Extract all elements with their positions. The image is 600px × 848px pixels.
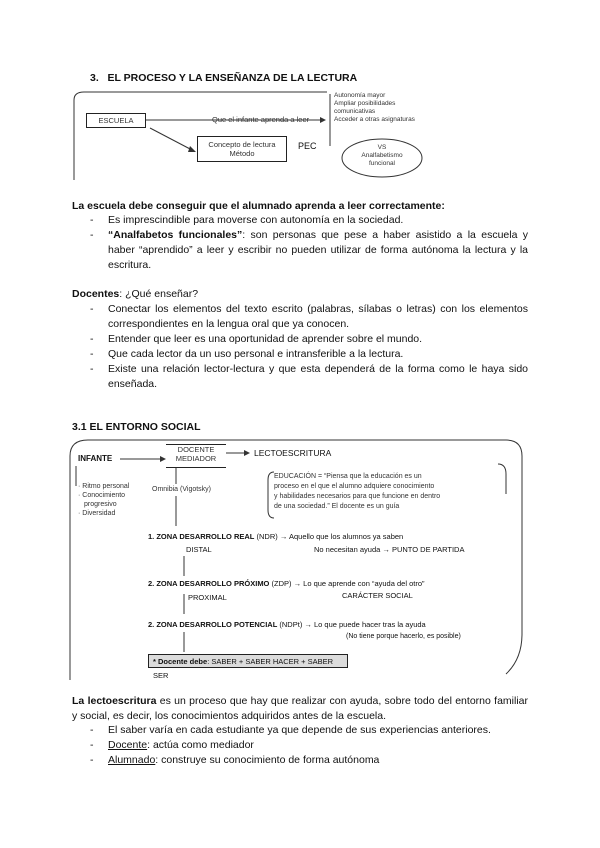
infante-label: INFANTE [78, 454, 113, 463]
section-title: EL PROCESO Y LA ENSEÑANZA DE LA LECTURA [107, 72, 358, 84]
docentes-item: - Existe una relación lector-lectura y que esta dependerá de la forma como le haya sido enseñada. [72, 362, 528, 392]
trait-item: progresivo [84, 501, 117, 508]
concepto-line: Concepto de lectura [208, 140, 276, 149]
escuela-box: ESCUELA [86, 113, 146, 128]
zona-proximo-desc: (ZDP) → Lo que aprende con “ayuda del otro” [269, 579, 425, 588]
alumnado-role: : construye su conocimiento de forma autónoma [155, 754, 380, 766]
zona-real-title: 1. ZONA DESARROLLO REAL [148, 532, 255, 541]
docentes-question: : ¿Qué enseñar? [119, 288, 199, 300]
docentes-heading [72, 287, 198, 302]
trait-item: · Diversidad [78, 510, 116, 517]
docentes-list [72, 302, 528, 392]
mediador-line: MEDIADOR [175, 454, 217, 463]
docente-debe-box [148, 654, 348, 680]
trait-item: · Conocimiento [78, 492, 126, 499]
lectoescritura-desc: es un proceso que hay que realizar con ayuda, sobre todo del entorno familiar y social, es decir, los conocimientos adquiridos antes de la escuela. [72, 695, 528, 722]
zona-proximo-right: CARÁCTER SOCIAL [342, 591, 413, 600]
section-number: 3. [90, 72, 99, 84]
docente-line: DOCENTE [177, 445, 215, 454]
docente-debe-label: * Docente debe [153, 657, 208, 666]
objective-item: Autonomía mayor [334, 92, 386, 99]
lectoescritura-label: LECTOESCRITURA [254, 448, 332, 458]
zona-real [148, 532, 403, 541]
escuela-item: - Es imprescindible para moverse con autonomía en la sociedad. [72, 213, 528, 228]
infante-traits [78, 482, 129, 518]
lectoescritura-term: La lectoescritura [72, 695, 157, 707]
concepto-box [197, 136, 287, 162]
omnibia-label: Omnibia (Vigotsky) [152, 486, 212, 493]
lectoescritura-list [72, 723, 528, 768]
funcional-line: funcional [368, 160, 396, 167]
zona-potencial-title: 2. ZONA DESARROLLO POTENCIAL [148, 620, 278, 629]
docentes-item: - Entender que leer es una oportunidad de aprender sobre el mundo. [72, 332, 528, 347]
vs-label: VS [377, 144, 387, 151]
zona-proximo-sub: PROXIMAL [188, 593, 227, 602]
zona-real-sub: DISTAL [186, 545, 212, 554]
docente-role: : actúa como mediador [147, 739, 254, 751]
zona-real-right: No necesitan ayuda → PUNTO DE PARTIDA [314, 545, 465, 554]
objective-item: comunicativas [334, 108, 376, 115]
docente-term: Docente [108, 739, 148, 751]
trait-item: · Ritmo personal [78, 483, 130, 490]
zona-proximo-title: 2. ZONA DESARROLLO PRÓXIMO [148, 579, 270, 588]
educacion-line: proceso en el que el alumno adquiere conocimiento [274, 483, 435, 490]
metodo-line: Método [229, 149, 255, 158]
section-31-heading: 3.1 EL ENTORNO SOCIAL [72, 421, 201, 433]
alumnado-term: Alumnado [108, 754, 156, 766]
lectoescritura-item [72, 738, 528, 753]
analfabetos-definition: : son personas que pese a haber asistido a la escuela y haber “aprendido” a leer y escribir no pueden utilizar de forma autónoma la lectura y la escritura. [108, 229, 529, 271]
escuela-list [72, 213, 528, 273]
zona-proximo [148, 579, 425, 588]
objective-item: Ampliar posibilidades [334, 100, 396, 107]
educacion-line: EDUCACIÓN = “Piensa que la educación es un [274, 473, 422, 480]
objectives-list [334, 92, 444, 124]
arrow-label: Que el infante aprenda a leer [212, 115, 310, 124]
zona-potencial [148, 620, 426, 629]
docente-mediador-box [166, 444, 226, 468]
zona-potencial-desc: (NDPt) → Lo que puede hacer tras la ayuda [277, 620, 426, 629]
escuela-heading: La escuela debe conseguir que el alumnado aprenda a leer correctamente: [72, 200, 445, 212]
diagram-entorno [66, 434, 524, 682]
analfabetos-term: “Analfabetos funcionales” [108, 229, 243, 241]
analfabetismo-text [344, 144, 420, 168]
zona-real-desc: (NDR) → Aquello que los alumnos ya saben [254, 532, 404, 541]
docentes-item: - Conectar los elementos del texto escrito (palabras, sílabas o letras) con los elementos correspondientes en la lengua oral que ya conocen. [72, 302, 528, 332]
lectoescritura-item: - El saber varía en cada estudiante ya que depende de sus experiencias anteriores. [72, 723, 528, 738]
docentes-item: - Que cada lector da un uso personal e intransferible a la lectura. [72, 347, 528, 362]
escuela-item [72, 228, 528, 273]
docentes-label: Docentes [72, 288, 120, 300]
objective-item: Acceder a otras asignaturas [334, 116, 415, 123]
docente-debe-skills: : SABER + SABER HACER + SABER SER [153, 657, 334, 680]
analf-line: Analfabetismo [361, 152, 403, 159]
zona-potencial-right: (No tiene porque hacerlo, es posible) [346, 633, 461, 640]
lectoescritura-item [72, 753, 528, 768]
section-3-heading [90, 72, 357, 84]
diagram-lectura [72, 88, 452, 184]
lectoescritura-paragraph [72, 694, 528, 724]
pec-label: PEC [298, 141, 317, 151]
educacion-line: de una sociedad.” El docente es un guía [274, 503, 400, 510]
educacion-definition [274, 472, 506, 512]
educacion-line: y habilidades necesarios para que funcione en dentro [274, 493, 441, 500]
